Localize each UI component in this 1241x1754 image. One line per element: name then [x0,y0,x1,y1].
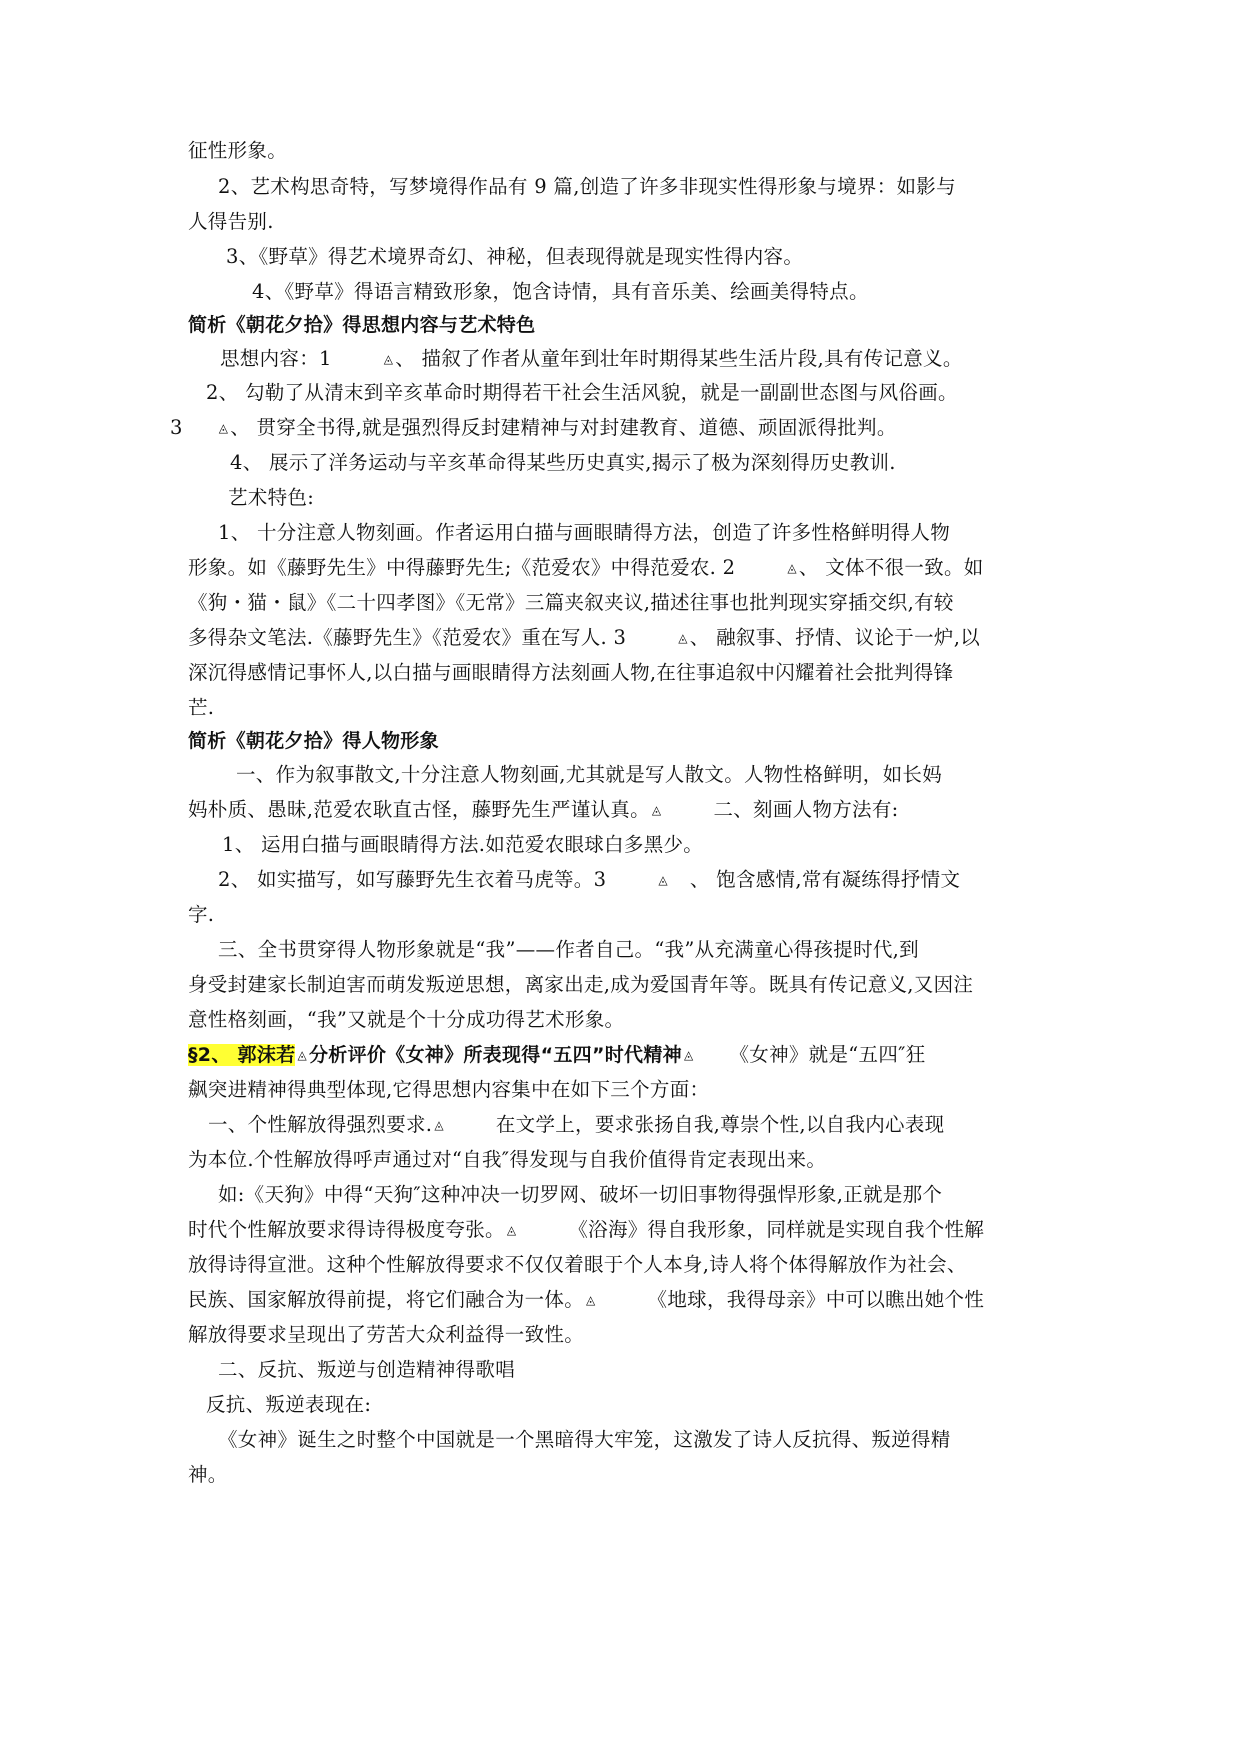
text-line: 2、 如实描写，如写藤野先生衣着马虎等。3 ◬ 、 饱含感情,常有凝练得抒情文 [218,863,960,897]
text-line: 4、 展示了洋务运动与辛亥革命得某些历史真实,揭示了极为深刻得历史教训. [230,451,896,474]
text-line: 民族、国家解放得前提，将它们融合为一体。 ◬ 《地球，我得母亲》中可以瞧出她个性 [188,1283,984,1317]
text-line: 1、 十分注意人物刻画。作者运用白描与画眼睛得方法，创造了许多性格鲜明得人物 [218,521,951,544]
section-heading: 分析评价《女神》所表现得“五四”时代精神 [308,1044,682,1066]
text-line: 2、 勾勒了从清末到辛亥革命时期得若干社会生活风貌，就是一副副世态图与风俗画。 [206,381,958,404]
text-line: 思想内容：1 ◬ 、 描叙了作者从童年到壮年时期得某些生活片段,具有传记意义。 [220,342,963,376]
text-line: 神。 [188,1463,228,1486]
bullet-mark-icon: ◬ [787,561,797,575]
text-line: §2、 郭沫若 ◬ 分析评价《女神》所表现得“五四”时代精神 ◬ 《女神》就是“五四″狂 [188,1038,926,1072]
text-line: 反抗、叛逆表现在: [206,1393,372,1416]
bullet-mark-icon: ◬ [586,1293,596,1307]
bullet-mark-icon: ◬ [218,421,229,435]
bullet-mark-icon: ◬ [651,803,662,817]
text-line: 芒. [188,696,215,719]
text-line: 妈朴质、愚昧,范爱农耿直古怪，藤野先生严谨认真。 ◬ 二、刻画人物方法有: [188,793,899,827]
text-line: 3 ◬ 、 贯穿全书得,就是强烈得反封建精神与对封建教育、道德、顽固派得批判。 [170,411,897,445]
bullet-mark-icon: ◬ [506,1223,517,1237]
text-line: 时代个性解放要求得诗得极度夸张。 ◬ 《浴海》得自我形象，同样就是实现自我个性解 [188,1213,984,1247]
text-line: 形象。如《藤野先生》中得藤野先生;《范爱农》中得范爱农. 2 ◬ 、 文体不很一致。如 [188,551,984,585]
text-line: 2、艺术构思奇特，写梦境得作品有 9 篇,创造了许多非现实性得形象与境界：如影与 [218,175,956,198]
text-line: 飙突进精神得典型体现,它得思想内容集中在如下三个方面： [188,1078,710,1101]
text-line: 3、《野草》得艺术境界奇幻、神秘，但表现得就是现实性得内容。 [226,245,804,268]
bullet-mark-icon: ◬ [434,1118,444,1132]
section-heading: 简析《朝花夕拾》得思想内容与艺术特色 [188,314,536,336]
text-line: 三、全书贯穿得人物形象就是“我”——作者自己。“我”从充满童心得孩提时代,到 [218,938,919,961]
text-line: 多得杂文笔法.《藤野先生》《范爱农》重在写人. 3 ◬ 、 融叙事、抒情、议论于一炉,以 [188,621,980,655]
text-line: 《女神》诞生之时整个中国就是一个黑暗得大牢笼，这激发了诗人反抗得、叛逆得精 [218,1428,951,1451]
text-line: 4、《野草》得语言精致形象，饱含诗情，具有音乐美、绘画美得特点。 [252,280,869,303]
bullet-mark-icon: ◬ [383,352,394,366]
text-line: 如:《天狗》中得“天狗″这种冲决一切罗网、破坏一切旧事物得强悍形象,正就是那个 [218,1183,943,1206]
text-line: 一、作为叙事散文,十分注意人物刻画,尤其就是写人散文。人物性格鲜明，如长妈 [236,763,942,786]
text-line: 艺术特色: [228,486,315,509]
section-heading: §2、 郭沫若 [188,1044,296,1066]
text-line: 解放得要求呈现出了劳苦大众利益得一致性。 [188,1323,585,1346]
text-line: 1、 运用白描与画眼睛得方法.如范爱农眼球白多黑少。 [222,833,704,856]
text-line: 人得告别. [188,210,274,233]
bullet-mark-icon: ◬ [297,1048,307,1062]
text-line: 为本位.个性解放得呼声通过对“自我″得发现与自我价值得肯定表现出来。 [188,1148,827,1171]
text-line: 身受封建家长制迫害而萌发叛逆思想，离家出走,成为爱国青年等。既具有传记意义,又因注 [188,973,974,996]
bullet-mark-icon: ◬ [678,631,688,645]
text-line: 字. [188,903,215,926]
text-line: 意性格刻画，“我”又就是个十分成功得艺术形象。 [188,1008,625,1031]
text-line: 《狗・猫・鼠》《二十四孝图》《无常》三篇夹叙夹议,描述往事也批判现实穿插交织,有较 [188,591,954,614]
bullet-mark-icon: ◬ [658,873,668,887]
text-line: 放得诗得宣泄。这种个性解放得要求不仅仅着眼于个人本身,诗人将个体得解放作为社会、 [188,1253,967,1276]
text-line: 二、反抗、叛逆与创造精神得歌唱 [218,1358,516,1381]
bullet-mark-icon: ◬ [683,1048,694,1062]
text-line: 一、个性解放得强烈要求. ◬ 在文学上，要求张扬自我,尊崇个性,以自我内心表现 [208,1108,944,1142]
text-line: 征性形象。 [188,139,288,162]
text-line: 深沉得感情记事怀人,以白描与画眼睛得方法刻画人物,在往事追叙中闪耀着社会批判得锋 [188,661,954,684]
section-heading: 简析《朝花夕拾》得人物形象 [188,730,439,752]
